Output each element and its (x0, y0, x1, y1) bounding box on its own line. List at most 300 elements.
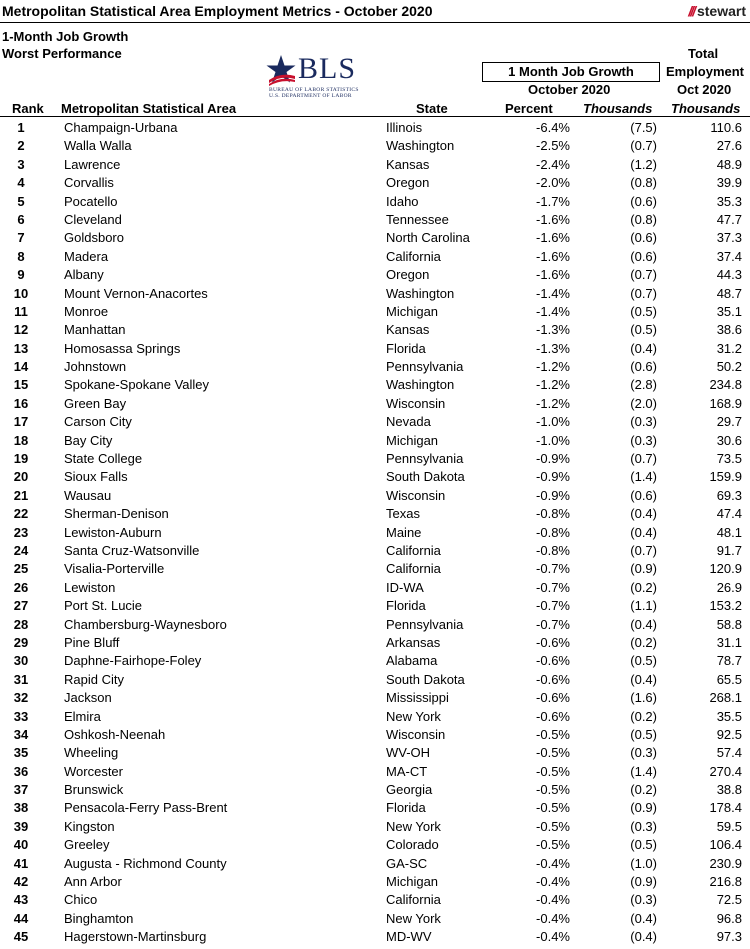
rank-cell: 4 (17, 175, 25, 191)
area-cell: Bay City (64, 432, 113, 448)
total-employment-cell: 29.7 (716, 414, 742, 430)
table-row (0, 616, 750, 634)
area-cell: Santa Cruz-Watsonville (64, 542, 200, 558)
state-cell: Illinois (386, 120, 423, 135)
rank-cell: 36 (13, 763, 29, 779)
rank-cell: 42 (13, 874, 29, 890)
rank-cell: 23 (13, 524, 29, 540)
rank-cell: 38 (13, 800, 29, 816)
total-employment-cell: 78.7 (716, 653, 742, 669)
total-employment-cell: 106.4 (709, 837, 742, 853)
area-cell: Brunswick (64, 782, 124, 798)
rank-cell: 6 (17, 211, 25, 227)
percent-cell: -1.6% (536, 267, 570, 283)
rank-cell: 13 (13, 340, 29, 356)
thousands-cell: (0.4) (630, 340, 657, 356)
stewart-mark-icon: /// (688, 3, 694, 19)
percent-cell: -0.7% (536, 561, 570, 577)
percent-cell: -0.5% (536, 745, 570, 761)
percent-cell: -0.5% (536, 818, 570, 834)
area-cell: Wausau (64, 487, 112, 503)
thousands-cell: (0.7) (630, 267, 657, 283)
state-cell: Kansas (386, 156, 430, 172)
rank-cell: 27 (13, 598, 29, 614)
total-employment-cell: 234.8 (709, 377, 742, 393)
state-cell: Wisconsin (386, 395, 446, 411)
rank-cell: 20 (13, 469, 29, 485)
total-units-header: Thousands (671, 101, 741, 116)
thousands-cell: (0.8) (630, 211, 657, 227)
percent-cell: -0.5% (536, 837, 570, 853)
area-cell: Madera (64, 248, 109, 264)
total-employment-cell: 72.5 (716, 892, 742, 908)
percent-cell: -0.7% (536, 598, 570, 614)
total-employment-cell: 38.8 (716, 782, 742, 798)
percent-cell: -1.0% (536, 432, 570, 448)
stewart-logo (688, 3, 746, 19)
total-employment-cell: 110.6 (710, 120, 742, 135)
total-employment-cell: 35.5 (716, 708, 742, 724)
area-cell: Chico (64, 892, 98, 908)
brand-name: stewart (696, 3, 746, 19)
table-row (0, 671, 750, 689)
thousands-cell: (7.5) (630, 120, 657, 135)
state-cell: ID-WA (386, 579, 424, 595)
rank-cell: 32 (13, 690, 29, 706)
total-employment-cell: 216.8 (709, 874, 742, 890)
area-header: Metropolitan Statistical Area (61, 101, 237, 116)
rank-cell: 19 (13, 451, 29, 467)
percent-cell: -1.6% (536, 248, 570, 264)
total-employment-cell: 57.4 (716, 745, 742, 761)
total-employment-cell: 37.4 (716, 248, 742, 264)
total-employment-cell: 178.4 (709, 800, 742, 816)
state-cell: MD-WV (386, 929, 432, 945)
area-cell: Binghamton (64, 910, 134, 926)
percent-cell: -2.4% (536, 156, 570, 172)
total-employment-cell: 159.9 (709, 469, 742, 485)
state-cell: Colorado (386, 837, 439, 853)
table-row (0, 211, 750, 229)
thousands-cell: (0.4) (630, 929, 657, 945)
rank-cell: 14 (13, 359, 29, 375)
state-cell: New York (386, 818, 441, 834)
total-employment-cell: 31.1 (716, 634, 742, 650)
table-row (0, 781, 750, 799)
table-row (0, 928, 750, 946)
table-row (0, 597, 750, 615)
total-employment-cell: 65.5 (716, 671, 742, 687)
table-row (0, 174, 750, 192)
table-row (0, 744, 750, 762)
thousands-cell: (0.6) (630, 359, 657, 375)
area-cell: Jackson (64, 690, 112, 706)
table-row (0, 689, 750, 707)
area-cell: Lewiston (64, 579, 116, 595)
area-cell: Green Bay (64, 395, 127, 411)
table-row (0, 891, 750, 909)
table-row (0, 413, 750, 431)
thousands-cell: (0.6) (630, 248, 657, 264)
percent-cell: -0.6% (536, 653, 570, 669)
thousands-cell: (1.6) (630, 690, 657, 706)
state-cell: Florida (386, 800, 426, 816)
bls-logo (263, 54, 363, 100)
total-employment-cell: 92.5 (716, 726, 742, 742)
thousands-cell: (0.3) (630, 432, 657, 448)
state-header: State (416, 101, 448, 116)
thousands-cell: (0.5) (630, 837, 657, 853)
thousands-cell: (0.9) (630, 561, 657, 577)
percent-cell: -0.9% (536, 451, 570, 467)
percent-cell: -0.8% (536, 506, 570, 522)
rank-cell: 28 (13, 616, 29, 632)
state-cell: WV-OH (386, 745, 431, 761)
area-cell: Manhattan (64, 322, 126, 338)
percent-cell: -1.3% (536, 322, 570, 338)
state-cell: Pennsylvania (386, 616, 464, 632)
total-employment-cell: 48.7 (716, 285, 742, 301)
thousands-cell: (0.3) (630, 745, 657, 761)
table-row (0, 303, 750, 321)
rank-cell: 40 (13, 837, 29, 853)
state-cell: California (386, 248, 441, 264)
total-employment-cell: 59.5 (716, 818, 742, 834)
thousands-cell: (0.2) (630, 782, 657, 798)
percent-header: Percent (505, 101, 553, 116)
thousands-cell: (0.4) (630, 910, 657, 926)
area-cell: Pensacola-Ferry Pass-Brent (64, 800, 228, 816)
table-row (0, 542, 750, 560)
area-cell: Elmira (64, 708, 101, 724)
page-title: Metropolitan Statistical Area Employment Metrics - October 2020 (2, 3, 433, 19)
rank-cell: 44 (13, 910, 29, 926)
percent-cell: -1.0% (536, 414, 570, 430)
area-cell: Worcester (64, 763, 123, 779)
table-row (0, 285, 750, 303)
table-row (0, 855, 750, 873)
thousands-cell: (0.5) (630, 322, 657, 338)
total-employment-cell: 91.7 (716, 542, 742, 558)
area-cell: Albany (64, 267, 104, 283)
total-employment-cell: 31.2 (716, 340, 742, 356)
total-employment-cell: 96.8 (716, 910, 742, 926)
state-cell: California (386, 542, 441, 558)
table-row (0, 910, 750, 928)
state-cell: GA-SC (386, 855, 428, 871)
state-cell: Wisconsin (386, 726, 446, 742)
total-employment-cell: 47.4 (716, 506, 742, 522)
area-cell: Goldsboro (64, 230, 124, 246)
rank-cell: 18 (13, 432, 29, 448)
total-header-line-2: Employment (666, 64, 745, 79)
title-bar (0, 0, 750, 23)
thousands-cell: (0.7) (630, 285, 657, 301)
table-row (0, 708, 750, 726)
rank-cell: 33 (13, 708, 29, 724)
thousands-cell: (0.3) (630, 818, 657, 834)
state-cell: Arkansas (386, 634, 441, 650)
percent-cell: -0.8% (536, 542, 570, 558)
rank-cell: 15 (13, 377, 29, 393)
area-cell: Johnstown (64, 359, 127, 375)
table-row (0, 137, 750, 155)
rank-cell: 31 (13, 671, 29, 687)
table-row (0, 836, 750, 854)
table-row (0, 634, 750, 652)
percent-cell: -0.5% (536, 726, 570, 742)
area-cell: Walla Walla (64, 138, 132, 154)
thousands-cell: (1.0) (630, 855, 657, 871)
thousands-cell: (0.7) (630, 138, 657, 154)
rank-cell: 9 (17, 267, 25, 283)
total-employment-cell: 27.6 (716, 138, 742, 154)
area-cell: Daphne-Fairhope-Foley (64, 653, 202, 669)
state-cell: California (386, 561, 441, 577)
state-cell: Wisconsin (386, 487, 446, 503)
table-row (0, 432, 750, 450)
table-row (0, 763, 750, 781)
area-cell: Cleveland (64, 211, 122, 227)
state-cell: Nevada (386, 414, 431, 430)
growth-group-header: 1 Month Job Growth (482, 62, 660, 82)
area-cell: Wheeling (64, 745, 119, 761)
table-row (0, 524, 750, 542)
msa-table-body (0, 119, 750, 947)
area-cell: State College (64, 451, 143, 467)
table-row (0, 818, 750, 836)
thousands-cell: (0.6) (630, 193, 657, 209)
rank-cell: 43 (13, 892, 29, 908)
table-row (0, 505, 750, 523)
total-employment-cell: 44.3 (716, 267, 742, 283)
area-cell: Kingston (64, 818, 115, 834)
total-employment-cell: 73.5 (716, 451, 742, 467)
total-employment-cell: 50.2 (716, 359, 742, 375)
total-employment-cell: 230.9 (709, 855, 742, 871)
state-cell: Washington (386, 285, 455, 301)
total-employment-cell: 58.8 (716, 616, 742, 632)
area-cell: Augusta - Richmond County (64, 855, 227, 871)
state-cell: Mississippi (386, 690, 449, 706)
area-cell: Hagerstown-Martinsburg (64, 929, 207, 945)
thousands-cell: (2.0) (630, 395, 657, 411)
percent-cell: -0.4% (536, 910, 570, 926)
rank-header: Rank (12, 101, 44, 116)
table-row (0, 376, 750, 394)
table-row (0, 652, 750, 670)
total-employment-cell: 69.3 (716, 487, 742, 503)
rank-cell: 21 (13, 487, 29, 503)
thousands-cell: (0.5) (630, 726, 657, 742)
state-cell: Kansas (386, 322, 430, 338)
header-divider (0, 116, 750, 117)
percent-cell: -0.7% (536, 616, 570, 632)
percent-cell: -6.4% (536, 120, 570, 135)
percent-cell: -0.6% (536, 634, 570, 650)
total-header-line-3: Oct 2020 (677, 82, 732, 97)
percent-cell: -1.2% (536, 395, 570, 411)
thousands-cell: (0.2) (630, 708, 657, 724)
table-row (0, 248, 750, 266)
subtitle-line-2: Worst Performance (2, 46, 122, 61)
table-row (0, 358, 750, 376)
total-employment-cell: 26.9 (716, 579, 742, 595)
state-cell: Michigan (386, 874, 439, 890)
table-row (0, 468, 750, 486)
total-employment-cell: 270.4 (709, 763, 742, 779)
state-cell: Michigan (386, 303, 439, 319)
percent-cell: -1.6% (536, 230, 570, 246)
state-cell: Oregon (386, 267, 430, 283)
growth-period-header: October 2020 (528, 82, 611, 97)
percent-cell: -0.9% (536, 469, 570, 485)
rank-cell: 25 (13, 561, 29, 577)
bls-star-icon (265, 54, 297, 86)
area-cell: Carson City (64, 414, 132, 430)
total-employment-cell: 35.1 (716, 303, 742, 319)
report-subtitle (2, 28, 128, 62)
area-cell: Monroe (64, 303, 109, 319)
state-cell: Pennsylvania (386, 359, 464, 375)
percent-cell: -1.2% (536, 359, 570, 375)
rank-cell: 10 (13, 285, 29, 301)
rank-cell: 11 (14, 303, 28, 319)
rank-cell: 7 (17, 230, 25, 246)
thousands-cell: (0.4) (630, 506, 657, 522)
thousands-cell: (0.6) (630, 230, 657, 246)
area-cell: Ann Arbor (64, 874, 122, 890)
table-row (0, 340, 750, 358)
subtitle-line-1: 1-Month Job Growth (2, 29, 129, 44)
rank-cell: 29 (13, 634, 29, 650)
state-cell: Maine (386, 524, 422, 540)
percent-cell: -0.4% (536, 929, 570, 945)
table-row (0, 560, 750, 578)
area-cell: Mount Vernon-Anacortes (64, 285, 208, 301)
percent-cell: -0.6% (536, 690, 570, 706)
table-row (0, 395, 750, 413)
area-cell: Homosassa Springs (64, 340, 181, 356)
thousands-header: Thousands (583, 101, 653, 116)
rank-cell: 16 (13, 395, 29, 411)
area-cell: Corvallis (64, 175, 114, 191)
table-row (0, 450, 750, 468)
table-row (0, 156, 750, 174)
percent-cell: -0.7% (536, 579, 570, 595)
percent-cell: -1.2% (536, 377, 570, 393)
area-cell: Oshkosh-Neenah (64, 726, 166, 742)
table-row (0, 726, 750, 744)
thousands-cell: (0.9) (630, 800, 657, 816)
total-employment-cell: 168.9 (709, 395, 742, 411)
percent-cell: -1.3% (536, 340, 570, 356)
total-employment-cell: 48.9 (716, 156, 742, 172)
rank-cell: 12 (13, 322, 29, 338)
percent-cell: -0.5% (536, 800, 570, 816)
state-cell: MA-CT (386, 763, 428, 779)
table-row (0, 799, 750, 817)
area-cell: Port St. Lucie (64, 598, 143, 614)
percent-cell: -0.6% (536, 671, 570, 687)
area-cell: Spokane-Spokane Valley (64, 377, 210, 393)
thousands-cell: (0.2) (630, 634, 657, 650)
state-cell: Texas (386, 506, 420, 522)
area-cell: Pocatello (64, 193, 118, 209)
area-cell: Champaign-Urbana (64, 120, 178, 135)
percent-cell: -0.6% (536, 708, 570, 724)
thousands-cell: (2.8) (630, 377, 657, 393)
percent-cell: -1.7% (536, 193, 570, 209)
state-cell: New York (386, 708, 441, 724)
table-row (0, 321, 750, 339)
percent-cell: -1.4% (536, 303, 570, 319)
percent-cell: -0.4% (536, 874, 570, 890)
percent-cell: -1.6% (536, 211, 570, 227)
thousands-cell: (1.4) (630, 763, 657, 779)
thousands-cell: (0.5) (630, 653, 657, 669)
thousands-cell: (0.7) (630, 542, 657, 558)
percent-cell: -1.4% (536, 285, 570, 301)
thousands-cell: (0.9) (630, 874, 657, 890)
percent-cell: -2.5% (536, 138, 570, 154)
thousands-cell: (1.2) (630, 156, 657, 172)
percent-cell: -0.4% (536, 892, 570, 908)
state-cell: Michigan (386, 432, 439, 448)
state-cell: South Dakota (386, 469, 465, 485)
area-cell: Sioux Falls (64, 469, 128, 485)
percent-cell: -0.9% (536, 487, 570, 503)
total-employment-cell: 39.9 (716, 175, 742, 191)
state-cell: Oregon (386, 175, 430, 191)
total-employment-cell: 37.3 (716, 230, 742, 246)
thousands-cell: (0.8) (630, 175, 657, 191)
rank-cell: 22 (13, 506, 29, 522)
state-cell: South Dakota (386, 671, 465, 687)
percent-cell: -0.4% (536, 855, 570, 871)
total-employment-cell: 38.6 (716, 322, 742, 338)
rank-cell: 41 (13, 855, 29, 871)
total-employment-cell: 35.3 (716, 193, 742, 209)
state-cell: California (386, 892, 441, 908)
state-cell: Georgia (386, 782, 433, 798)
bls-line-1: BUREAU OF LABOR STATISTICS (269, 87, 359, 93)
state-cell: Florida (386, 340, 426, 356)
percent-cell: -2.0% (536, 175, 570, 191)
state-cell: New York (386, 910, 441, 926)
area-cell: Visalia-Porterville (64, 561, 165, 577)
thousands-cell: (1.1) (630, 598, 657, 614)
total-employment-cell: 268.1 (709, 690, 742, 706)
percent-cell: -0.8% (536, 524, 570, 540)
rank-cell: 39 (13, 818, 29, 834)
area-cell: Rapid City (64, 671, 124, 687)
thousands-cell: (1.4) (630, 469, 657, 485)
thousands-cell: (0.6) (630, 487, 657, 503)
rank-cell: 24 (13, 542, 29, 558)
thousands-cell: (0.3) (630, 892, 657, 908)
total-employment-cell: 47.7 (716, 211, 742, 227)
rank-cell: 5 (17, 193, 25, 209)
total-employment-cell: 120.9 (709, 561, 742, 577)
table-row (0, 579, 750, 597)
table-row (0, 873, 750, 891)
rank-cell: 30 (13, 653, 29, 669)
table-row (0, 193, 750, 211)
table-row (0, 229, 750, 247)
thousands-cell: (0.5) (630, 303, 657, 319)
thousands-cell: (0.4) (630, 524, 657, 540)
